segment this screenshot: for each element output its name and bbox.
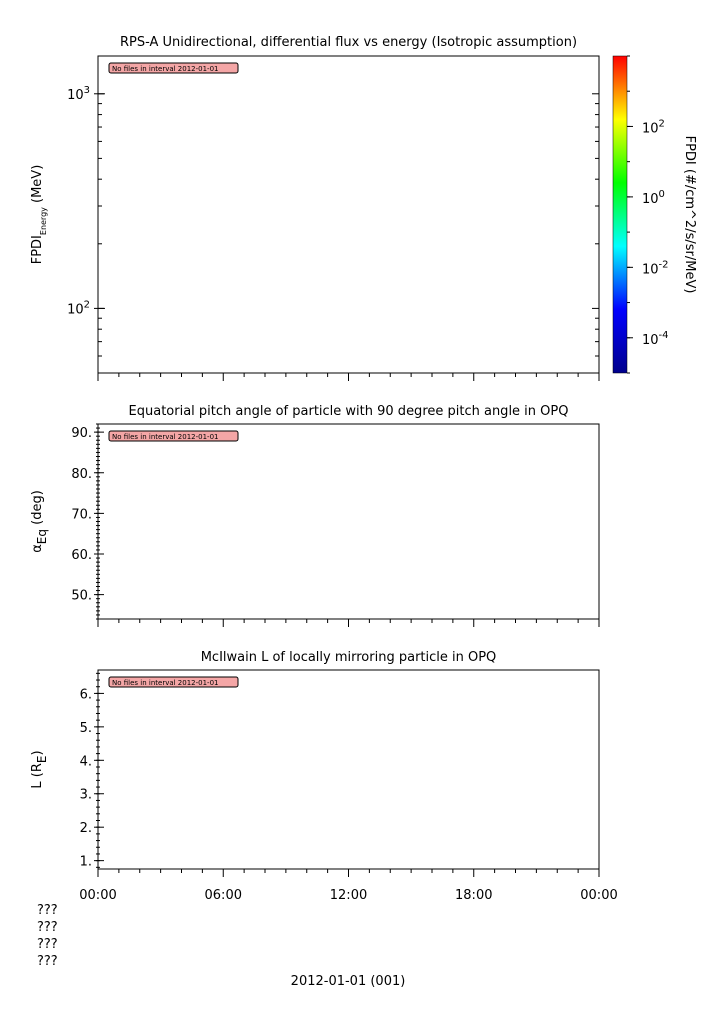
- colorbar-label: FPDI (#/cm^2/s/sr/MeV): [682, 135, 697, 294]
- y-tick-label: 50.: [71, 588, 92, 604]
- y-tick-label: $10^3$: [67, 84, 90, 103]
- y-tick-label: 2.: [79, 821, 92, 837]
- y-tick-label: 4.: [79, 754, 92, 770]
- colorbar-tick-label: $10^{-2}$: [642, 259, 669, 278]
- y-axis-label: $FPDI_{Energy}$ (MeV): [30, 164, 48, 265]
- y-tick-label: 1.: [79, 854, 92, 870]
- y-tick-label: 80.: [71, 466, 92, 482]
- x-tick-label: 18:00: [455, 888, 493, 903]
- colorbar: [613, 56, 697, 373]
- panel-title: Equatorial pitch angle of particle with 90 degree pitch angle in OPQ: [128, 404, 569, 419]
- plot-frame: [98, 424, 599, 619]
- panel-1: [30, 35, 599, 381]
- ephemeris-label: ???: [37, 920, 58, 935]
- x-tick-label: 06:00: [204, 888, 242, 903]
- plot-frame: [98, 670, 599, 869]
- message-text: No files in interval 2012-01-01: [112, 65, 219, 73]
- message-text: No files in interval 2012-01-01: [112, 433, 219, 441]
- panel-3: [30, 650, 599, 877]
- ephemeris-label: ???: [37, 937, 58, 952]
- ephemeris-label: ???: [37, 954, 58, 969]
- colorbar-tick-label: $10^{-4}$: [642, 329, 669, 348]
- colorbar-tick-label: $10^2$: [642, 118, 665, 137]
- date-label: 2012-01-01 (001): [290, 974, 406, 989]
- x-tick-label: 00:00: [580, 888, 618, 903]
- x-tick-label: 00:00: [79, 888, 117, 903]
- plot-frame: [98, 56, 599, 373]
- y-tick-label: $10^2$: [67, 299, 90, 318]
- colorbar-tick-label: $10^0$: [642, 188, 665, 207]
- no-data-message: [109, 677, 238, 687]
- no-data-message: [109, 63, 238, 73]
- panel-title: McIlwain L of locally mirroring particle in OPQ: [200, 650, 497, 665]
- x-tick-label: 12:00: [329, 888, 368, 903]
- y-tick-label: 3.: [79, 787, 92, 803]
- panel-2: [30, 404, 599, 627]
- y-tick-label: 90.: [71, 426, 92, 442]
- ephemeris-label: ???: [37, 903, 58, 918]
- panel-title: RPS-A Unidirectional, differential flux vs energy (Isotropic assumption): [119, 35, 578, 50]
- y-tick-label: 70.: [71, 507, 92, 523]
- y-axis-label: αEq (deg): [30, 490, 49, 553]
- y-tick-label: 6.: [79, 687, 92, 703]
- y-tick-label: 5.: [79, 720, 92, 736]
- y-axis-label: L (RE): [30, 750, 49, 789]
- no-data-message: [109, 431, 238, 441]
- y-tick-label: 60.: [71, 548, 92, 563]
- colorbar-gradient: [613, 56, 627, 373]
- message-text: No files in interval 2012-01-01: [112, 679, 219, 687]
